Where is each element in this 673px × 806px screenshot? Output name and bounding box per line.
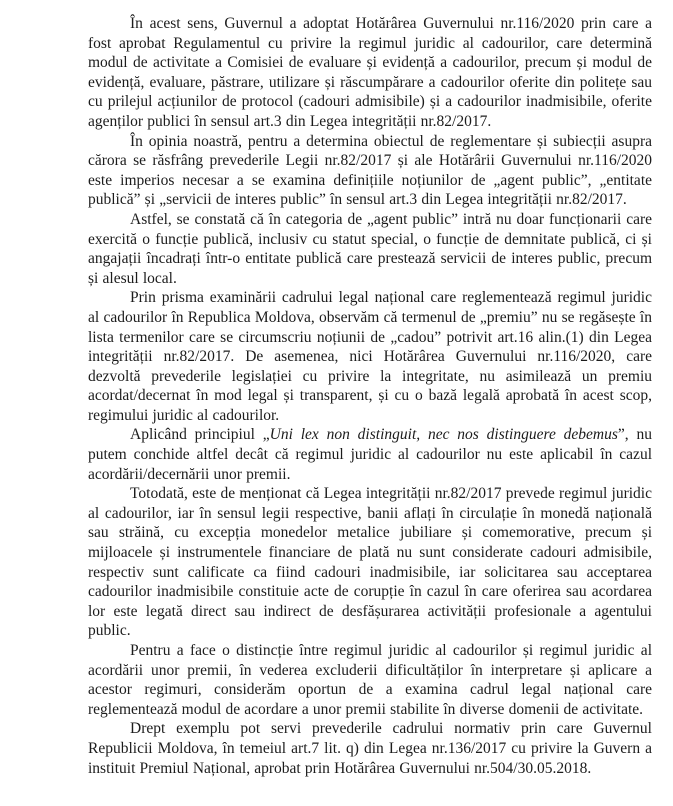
text-segment: Prin prisma examinării cadrului legal național care reglementează regimul juridic al cadourilor în Republica Moldova, observăm că termenul de „premiu” nu se regăsește în lista termenilor care se circumscriu noțiunii de „cadou” potrivit art.16 alin.(1) din Legea integrității nr.82/2017. De asemenea, nici Hotărârea Guvernului nr.116/2020, care dezvoltă prevederile legislației cu privire la integritate, nu asimilează un premiu acordat/decernat în mod legal și transparent, și cu o bază legală aprobată în acest scop, regimului juridic al cadourilor. <box>88 289 652 424</box>
text-segment: ”, nu putem conchide altfel decât că regimul juridic al cadourilor nu este aplicabil în cazul acordării/decernării unor premii. <box>88 426 652 483</box>
paragraph <box>88 719 652 778</box>
paragraph <box>88 14 652 132</box>
text-segment: În acest sens, Guvernul a adoptat Hotărârea Guvernului nr.116/2020 prin care a fost aprobat Regulamentul cu privire la regimul juridic al cadourilor, care determină modul de activitate a Comisiei de evaluare și evidență a cadourilor, precum și modul de evidență, evaluare, păstrare, utilizare și răscumpărare a cadourilor oferite din politețe sau cu prilejul acțiunilor de protocol (cadouri admisibile) și a cadourilor inadmisibile, oferite agenților publici în sensul art.3 din Legea integrității nr.82/2017. <box>88 15 652 130</box>
paragraph <box>88 210 652 288</box>
text-segment: În opinia noastră, pentru a determina obiectul de reglementare și subiecții asupra cărora se răsfrâng prevederile Legii nr.82/2017 și ale Hotărârii Guvernului nr.116/2020 este imperios necesar a se examina definițiile noțiunilor de „agent public”, „entitate publică” și „servicii de interes public” în sensul art.3 din Legea integrității nr.82/2017. <box>88 132 652 209</box>
document-body <box>88 14 652 778</box>
text-segment: Pentru a face o distincție între regimul juridic al cadourilor și regimul juridic al acordării unor premii, în vederea excluderii dificultăților în interpretare și aplicare a acestor regimuri, considerăm oportun de a examina cadrul legal național care reglementează modul de acordare a unor premii stabilite în diverse domenii de activitate. <box>88 642 652 718</box>
text-segment: Totodată, este de menționat că Legea integrității nr.82/2017 prevede regimul juridic al cadourilor, iar în sensul legii respective, banii aflați în circulație în monedă națională sau străină, cu excepția monedelor metalice jubiliare și comemorative, precum și mijloacele și instrumentele financiare de plată nu sunt considerate cadouri admisibile, respectiv sunt calificate ca fiind cadouri inadmisibile, iar solicitarea sau acceptarea cadourilor inadmisibile constituie acte de corupție în cazul în care oferirea sau acordarea lor este legată direct sau indirect de desfășurarea activității profesionale a agentului public. <box>88 485 652 640</box>
paragraph <box>88 641 652 719</box>
paragraph <box>88 288 652 425</box>
text-segment: Aplicând principiul „ <box>130 426 270 444</box>
paragraph <box>88 425 652 484</box>
paragraph <box>88 132 652 210</box>
italic-text-segment: Uni lex non distinguit, nec nos distinguere debemus <box>269 426 618 444</box>
text-segment: Astfel, se constată că în categoria de „agent public” intră nu doar funcționarii care exercită o funcție publică, inclusiv cu statut special, o funcție de demnitate publică, ci și angajații încadrați într-o entitate publică care prestează servicii de interes public, precum și alesul local. <box>88 210 652 287</box>
paragraph <box>88 484 652 641</box>
text-segment: Drept exemplu pot servi prevederile cadrului normativ prin care Guvernul Republicii Moldova, în temeiul art.7 lit. q) din Legea nr.136/2017 cu privire la Guvern a instituit Premiul Național, aprobat prin Hotărârea Guvernului nr.504/30.05.2018. <box>88 720 652 777</box>
